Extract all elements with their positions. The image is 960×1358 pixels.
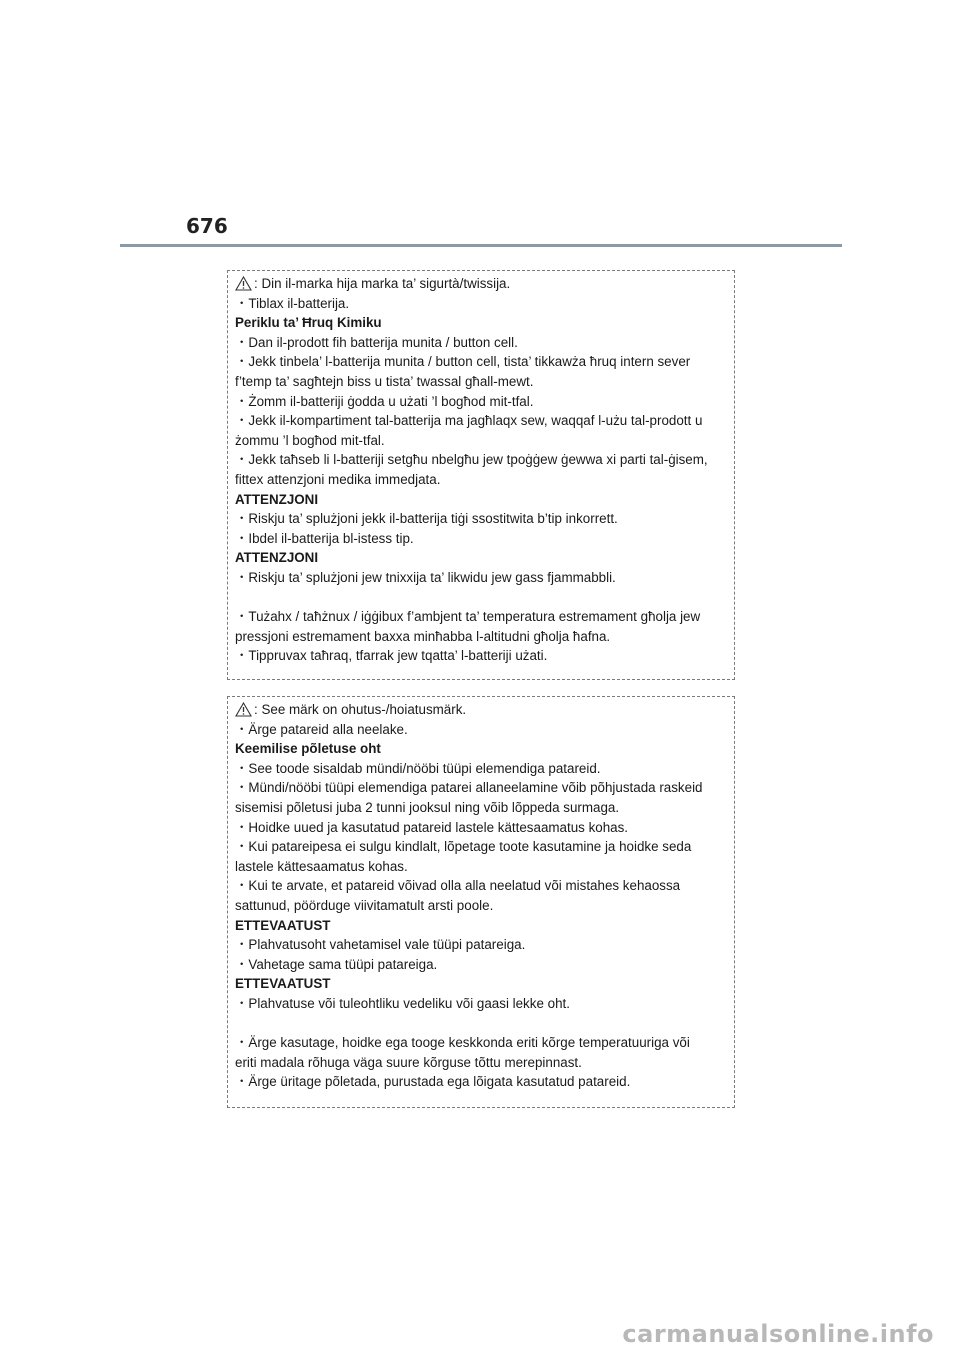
body-line: ・Jekk il-kompartiment tal-batterija ma jagħlaqx sew, waqqaf l-użu tal-prodott u <box>235 413 703 429</box>
blank-line <box>235 588 734 608</box>
page-number: 676 <box>186 214 228 238</box>
section-heading: ATTENZJONI <box>235 550 319 566</box>
watermark-text[interactable]: carmanualsonline.info <box>622 1320 934 1348</box>
body-line: f’temp ta’ sagħtejn biss u tista’ twassal għall-mewt. <box>235 373 534 389</box>
body-line: ・Ibdel il-batterija bl-istess tip. <box>235 530 414 546</box>
warning-symbol-line <box>235 274 734 294</box>
body-line: ・Tiblax il-batterija. <box>235 295 350 311</box>
section-heading: ETTEVAATUST <box>235 976 331 992</box>
body-line: żommu ’l bogħod mit-tfal. <box>235 432 385 448</box>
body-line: ・Mündi/nööbi tüüpi elemendiga patarei allaneelamine võib põhjustada raskeid <box>235 780 703 796</box>
warning-box-estonian <box>227 696 735 1108</box>
body-line: ・Tippruvax taħraq, tfarrak jew tqatta’ l-batteriji użati. <box>235 648 548 664</box>
section-heading: Periklu ta’ Ħruq Kimiku <box>235 315 382 331</box>
body-line: ・Plahvatusoht vahetamisel vale tüüpi patareiga. <box>235 937 526 953</box>
section-heading: ATTENZJONI <box>235 491 319 507</box>
body-line: ・Ärge üritage põletada, purustada ega lõigata kasutatud patareid. <box>235 1074 631 1090</box>
body-line: ・Ärge patareid alla neelake. <box>235 721 408 737</box>
body-line: sisemisi põletusi juba 2 tunni jooksul ning võib lõppeda surmaga. <box>235 799 620 815</box>
warning-symbol-text: : Din il-marka hija marka ta’ sigurtà/twissija. <box>254 276 511 291</box>
body-line: ・Ärge kasutage, hoidke ega tooge keskkonda eriti kõrge temperatuuriga või <box>235 1035 690 1051</box>
section-heading: Keemilise põletuse oht <box>235 741 381 757</box>
header-rule <box>120 244 842 247</box>
body-line: ・Plahvatuse või tuleohtliku vedeliku või gaasi lekke oht. <box>235 995 570 1011</box>
section-heading: ETTEVAATUST <box>235 917 331 933</box>
body-line: sattunud, pöörduge viivitamatult arsti poole. <box>235 897 494 913</box>
body-line: ・Vahetage sama tüüpi patareiga. <box>235 956 438 972</box>
body-line: ・Kui te arvate, et patareid võivad olla alla neelatud või mistahes kehaossa <box>235 878 681 894</box>
warning-box-maltese <box>227 270 735 680</box>
body-line: ・Hoidke uued ja kasutatud patareid lastele kättesaamatus kohas. <box>235 819 629 835</box>
body-line: fittex attenzjoni medika immedjata. <box>235 471 441 487</box>
warning-triangle-icon <box>235 276 252 291</box>
body-line: ・Dan il-prodott fih batterija munita / button cell. <box>235 334 518 350</box>
warning-symbol-text: : See märk on ohutus-/hoiatusmärk. <box>254 702 467 717</box>
body-line: ・Jekk taħseb li l-batteriji setgħu nbelgħu jew tpoġġew ġewwa xi parti tal-ġisem, <box>235 452 708 468</box>
body-line: pressjoni estremament baxxa minħabba l-altitudni għolja ħafna. <box>235 628 611 644</box>
body-line: lastele kättesaamatus kohas. <box>235 858 408 874</box>
warning-triangle-icon <box>235 702 252 717</box>
body-line: ・See toode sisaldab mündi/nööbi tüüpi elemendiga patareid. <box>235 760 601 776</box>
body-line: ・Kui patareipesa ei sulgu kindlalt, lõpetage toote kasutamine ja hoidke seda <box>235 839 692 855</box>
body-line: ・Riskju ta’ splużjoni jekk il-batterija tiġi ssostitwita b’tip inkorrett. <box>235 511 618 527</box>
body-line: ・Żomm il-batteriji ġodda u użati ’l bogħod mit-tfal. <box>235 393 534 409</box>
blank-line <box>235 1014 734 1034</box>
body-line: ・Tużahx / taħżnux / iġġibux f’ambjent ta’ temperatura estremament għolja jew <box>235 609 701 625</box>
warning-symbol-line <box>235 700 734 720</box>
body-line: ・Jekk tinbela’ l-batterija munita / button cell, tista’ tikkawża ħruq intern sever <box>235 354 691 370</box>
body-line: eriti madala rõhuga väga suure kõrguse tõttu merepinnast. <box>235 1054 582 1070</box>
body-line: ・Riskju ta’ splużjoni jew tnixxija ta’ likwidu jew gass fjammabbli. <box>235 569 616 585</box>
